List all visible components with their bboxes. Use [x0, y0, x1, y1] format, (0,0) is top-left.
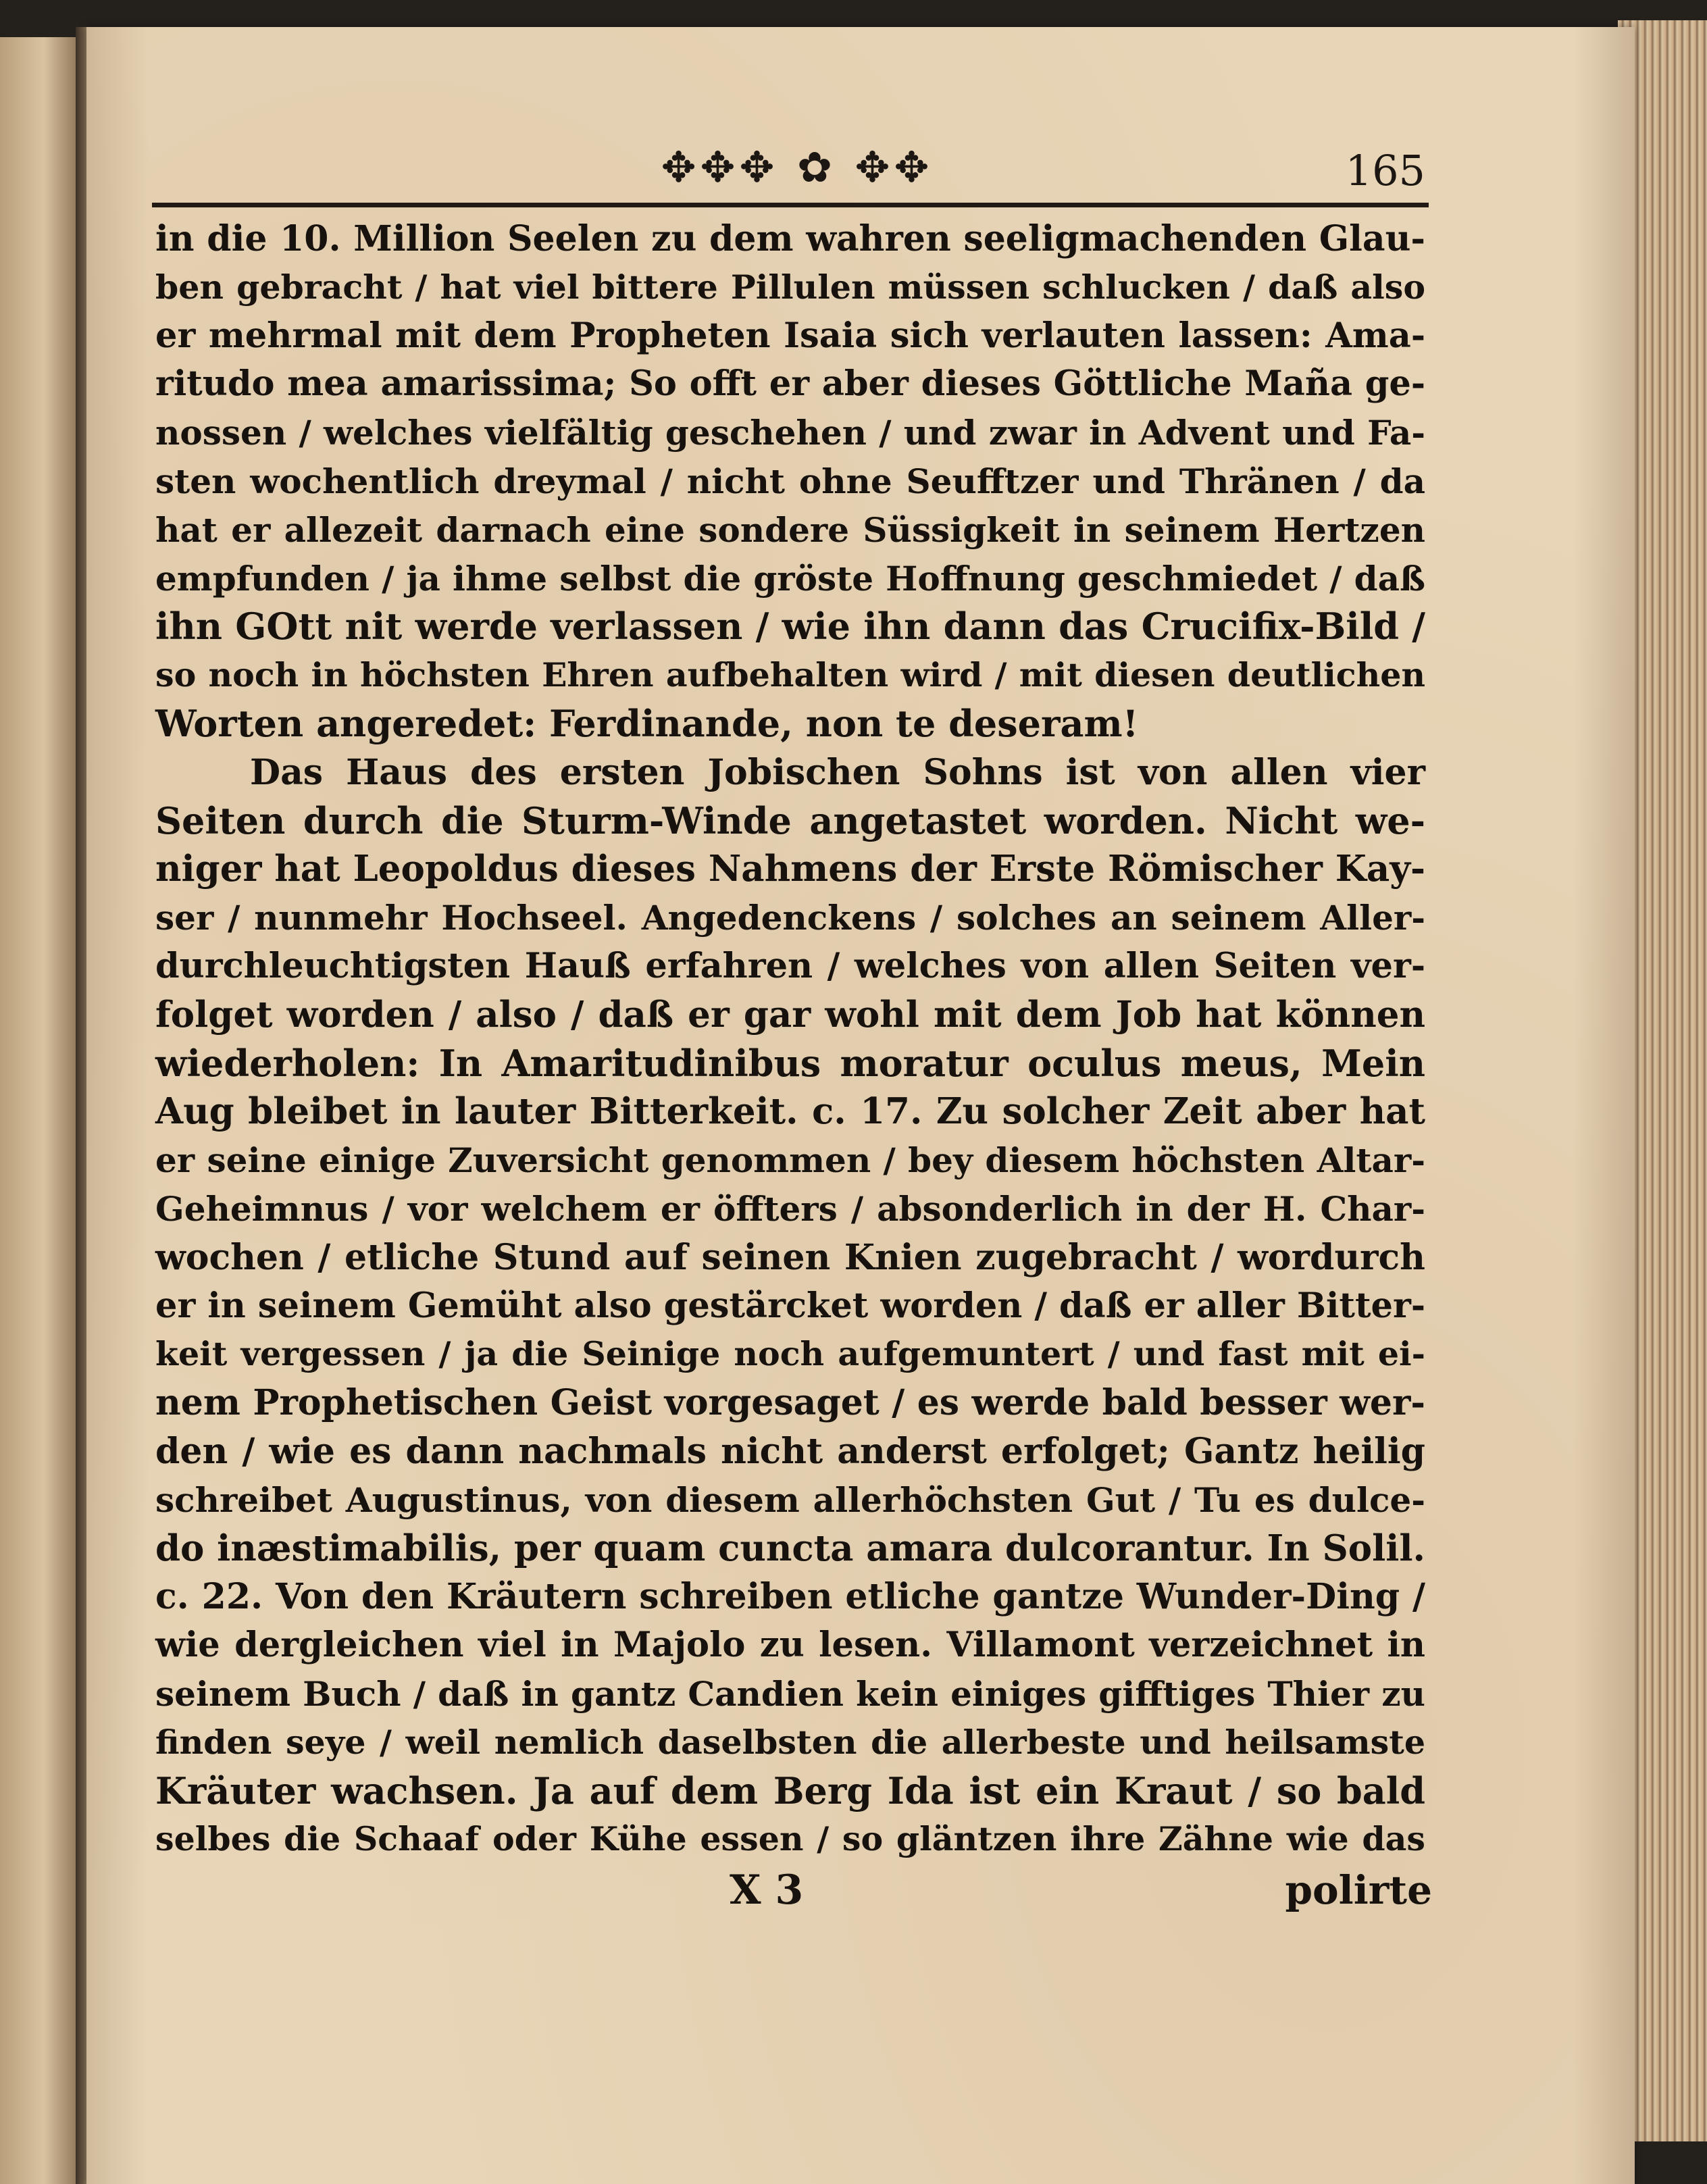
text-line: nem Prophetischen Geist vorgesaget / es werde bald besser wer- — [155, 1382, 1425, 1424]
text-line: ihn GOtt nit werde verlassen / wie ihn dann das Crucifix-Bild / — [155, 605, 1425, 649]
text-line: keit vergessen / ja die Seinige noch aufgemuntert / und fast mit ei- — [155, 1334, 1425, 1374]
text-line: so noch in höchsten Ehren aufbehalten wird / mit diesen deutlichen — [155, 655, 1425, 695]
text-line: durchleuchtigsten Hauß erfahren / welches von allen Seiten ver- — [155, 945, 1425, 986]
text-line: er in seinem Gemüht also gestärcket worden / daß er aller Bitter- — [155, 1285, 1425, 1326]
text-line: ser / nunmehr Hochseel. Angedenckens / solches an seinem Aller- — [155, 898, 1425, 938]
text-line: wochen / etliche Stund auf seinen Knien zugebracht / wordurch — [155, 1236, 1425, 1278]
text-line: in die 10. Million Seelen zu dem wahren seeligmachenden Glau- — [155, 218, 1425, 259]
text-line: wiederholen: In Amaritudinibus moratur oculus meus, Mein — [155, 1041, 1425, 1085]
text-line: Kräuter wachsen. Ja auf dem Berg Ida ist ein Kraut / so bald — [155, 1769, 1425, 1812]
left-page-edge — [0, 37, 80, 2184]
text-line: schreibet Augustinus, von diesem allerhöchsten Gut / Tu es dulce- — [155, 1479, 1425, 1520]
text-line: er seine einige Zuversicht genommen / bey diesem höchsten Altar- — [155, 1140, 1425, 1181]
text-line-paragraph-start: Das Haus des ersten Jobischen Sohns ist von allen vier — [250, 751, 1425, 793]
text-line: selbes die Schaaf oder Kühe essen / so gläntzen ihre Zähne wie das — [155, 1819, 1425, 1859]
text-line: finden seye / weil nemlich daselbsten die allerbeste und heilsamste — [155, 1722, 1425, 1762]
text-line: Seiten durch die Sturm-Winde angetastet worden. Nicht we- — [155, 798, 1425, 842]
text-line: c. 22. Von den Kräutern schreiben etliche gantze Wunder-Ding / — [155, 1576, 1425, 1618]
text-line: Geheimnus / vor welchem er öffters / absonderlich in der H. Char- — [155, 1188, 1425, 1229]
text-line: wie dergleichen viel in Majolo zu lesen. Villamont verzeichnet in — [155, 1625, 1425, 1666]
page-number: 165 — [1345, 146, 1425, 195]
text-line: empfunden / ja ihme selbst die gröste Hoffnung geschmiedet / daß — [155, 558, 1425, 599]
text-line: den / wie es dann nachmals nicht anderst erfolget; Gantz heilig — [155, 1430, 1425, 1472]
header-ornament: ✥✥✥ ✿ ✥✥ — [661, 143, 934, 192]
text-line: er mehrmal mit dem Propheten Isaia sich verlauten lassen: Ama- — [155, 315, 1425, 356]
text-line: sten wochentlich dreymal / nicht ohne Seufftzer und Thränen / da — [155, 461, 1425, 501]
text-line: ben gebracht / hat viel bittere Pillulen müssen schlucken / daß also — [155, 267, 1425, 307]
text-line: nossen / welches vielfältig geschehen / und zwar in Advent und Fa- — [155, 413, 1425, 453]
catchword: polirte — [1285, 1867, 1432, 1913]
text-line: folget worden / also / daß er gar wohl mit dem Job hat können — [155, 993, 1425, 1036]
header-rule — [152, 203, 1429, 207]
text-line: hat er allezeit darnach eine sondere Süssigkeit in seinem Hertzen — [155, 509, 1425, 550]
text-line: do inæstimabilis, per quam cuncta amara dulcorantur. In Solil. — [155, 1527, 1425, 1569]
text-line: Aug bleibet in lauter Bitterkeit. c. 17. Zu solcher Zeit aber hat — [155, 1090, 1425, 1133]
text-line: seinem Buch / daß in gantz Candien kein einiges gifftiges Thier zu — [155, 1673, 1425, 1714]
text-line: niger hat Leopoldus dieses Nahmens der Erste Römischer Kay- — [155, 848, 1425, 890]
signature-mark: X 3 — [730, 1866, 804, 1914]
text-line: ritudo mea amarissima; So offt er aber dieses Göttliche Maña ge- — [155, 363, 1425, 405]
text-line: Worten angeredet: Ferdinande, non te deseram! — [155, 701, 1139, 745]
page-body-text — [155, 215, 1425, 1864]
